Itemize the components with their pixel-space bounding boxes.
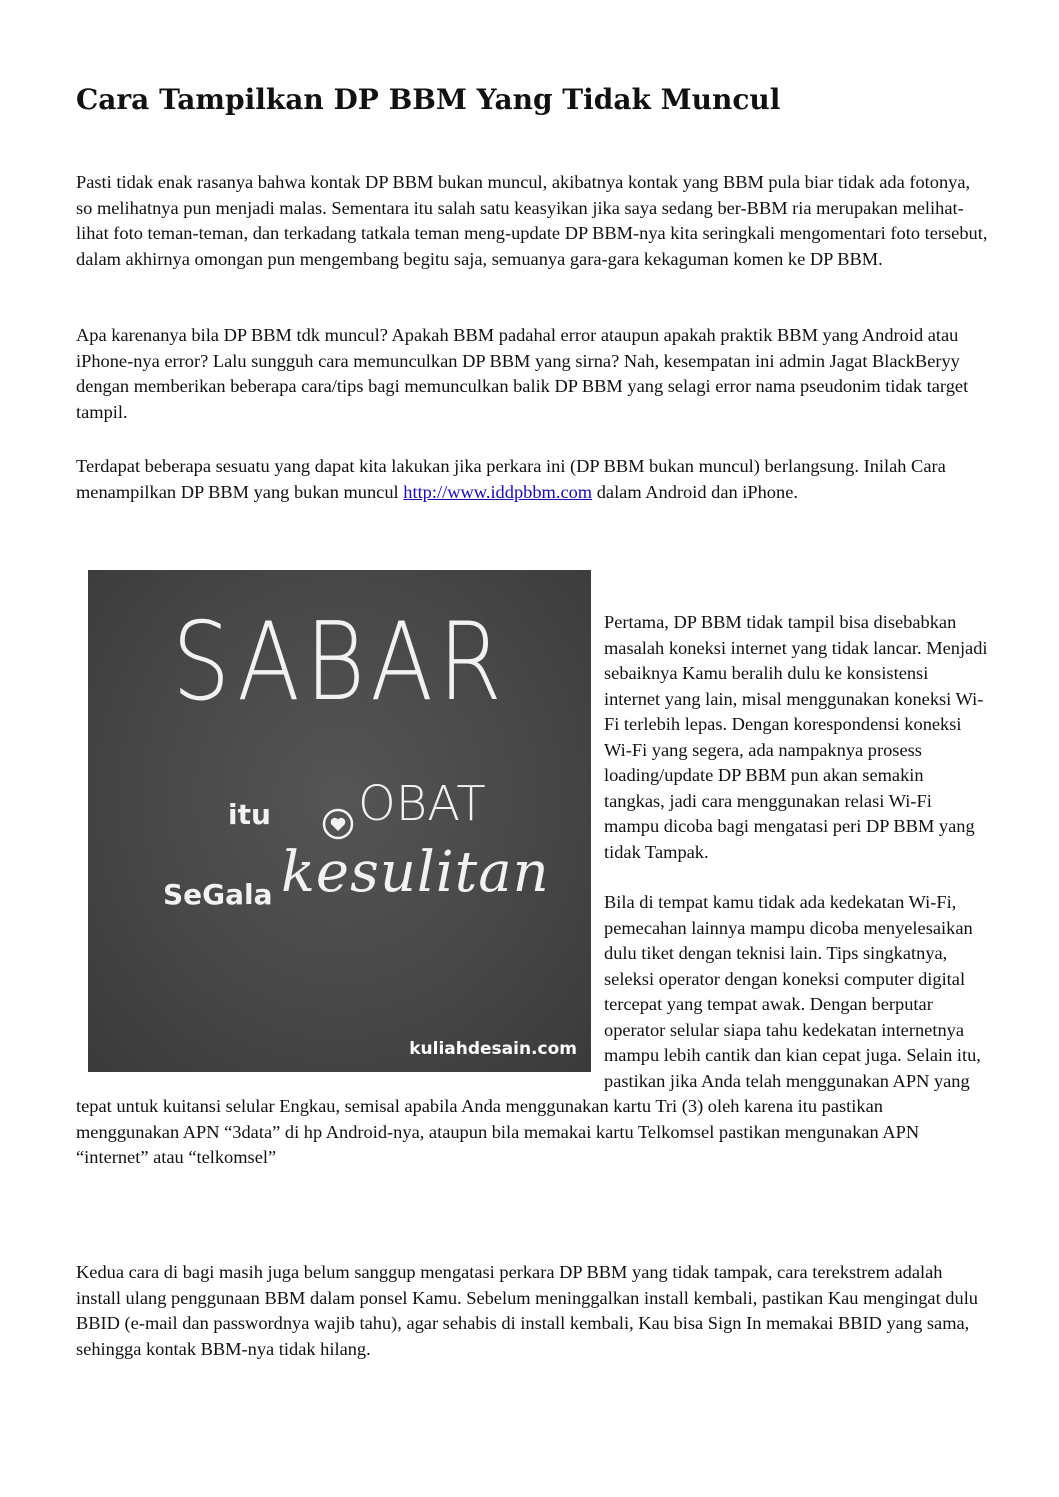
heart-icon [322,808,354,840]
image-text-obat: OBAT [358,776,486,832]
sabar-quote-image [88,570,591,1072]
paragraph-question: Apa karenanya bila DP BBM tdk muncul? Apakah BBM padahal error ataupun apakah praktik BBM yang Android atau iPhone-nya error? Lalu sungguh cara memunculkan DP BBM yang sirna? Nah, kesempatan ini admin Jagat BlackBeryy dengan memberikan beberapa cara/tips bagi memunculkan balik DP BBM yang selagi error nama pseudonim tidak target tampil. [76,325,969,422]
article-title: Cara Tampilkan DP BBM Yang Tidak Muncul [76,83,781,116]
float-section [76,570,988,1196]
image-watermark: kuliahdesain.com [409,1038,577,1059]
paragraph-howto-tail: dalam Android dan iPhone. [592,481,798,502]
paragraph-second-tip: Bila di tempat kamu tidak ada kedekatan Wi-Fi, pemecahan lainnya mampu dicoba menyelesaikan dulu tiket dengan teknisi lain. Tips singkatnya, seleksi operator dengan koneksi computer digital tercepat yang tempat awak. Dengan berputar operator selular siapa tahu kedekatan internetnya mampu lebih cantik dan kian cepat juga. Selain itu, pastikan jika Anda telah menggunakan APN yang tepat untuk kuitansi selular Engkau, semisal apabila Anda menggunakan kartu Tri (3) oleh karena itu pastikan menggunakan APN “3data” di hp Android-nya, ataupun bila memakai kartu Telkomsel pastikan mengunakan APN “internet” atau “telkomsel” [76,892,981,1167]
image-text-sabar: SABAR [172,600,507,725]
paragraph-intro: Pasti tidak enak rasanya bahwa kontak DP BBM bukan muncul, akibatnya kontak yang BBM pula biar tidak ada fotonya, so melihatnya pun menjadi malas. Sementara itu salah satu keasyikan jika saya sedang ber-BBM ria merupakan melihat-lihat foto teman-teman, dan terkadang tatkala teman meng-update DP BBM-nya kita seringkali mengomentari foto tersebut, dalam akhirnya omongan pun mengembang begitu saja, semuanya gara-gara kekaguman komen ke DP BBM. [76,172,988,269]
paragraph-howto [76,454,988,505]
paragraph-howto-text: Terdapat beberapa sesuatu yang dapat kita lakukan jika perkara ini (DP BBM bukan muncul) berlangsung. Inilah Cara menampilkan DP BBM yang bukan muncul [76,456,946,502]
iddpbbm-link[interactable]: http://www.iddpbbm.com [403,481,593,502]
image-text-segala: SeGala [163,878,273,911]
image-text-kesulitan: kesulitan [281,840,550,905]
paragraph-reinstall: Kedua cara di bagi masih juga belum sanggup mengatasi perkara DP BBM yang tidak tampak, cara terekstrem adalah install ulang penggunaan BBM dalam ponsel Kamu. Sebelum meninggalkan install kembali, pastikan Kau mengingat dulu BBID (e-mail dan passwordnya wajib tahu), agar sehabis di install kembali, Kau bisa Sign In memakai BBID yang sama, sehingga kontak BBM-nya tidak hilang. [76,1262,978,1359]
image-text-itu: itu [228,798,271,831]
paragraph-first-tip: Pertama, DP BBM tidak tampil bisa disebabkan masalah koneksi internet yang tidak lancar. Menjadi sebaiknya Kamu beralih dulu ke konsistensi internet yang lain, misal menggunakan koneksi Wi-Fi terlebih lepas. Dengan korespondensi koneksi Wi-Fi yang segera, ada nampaknya prosess loading/update DP BBM pun akan semakin tangkas, jadi cara menggunakan relasi Wi-Fi mampu dicoba bagi mengatasi peri DP BBM yang tidak Tampak. [604,612,988,862]
